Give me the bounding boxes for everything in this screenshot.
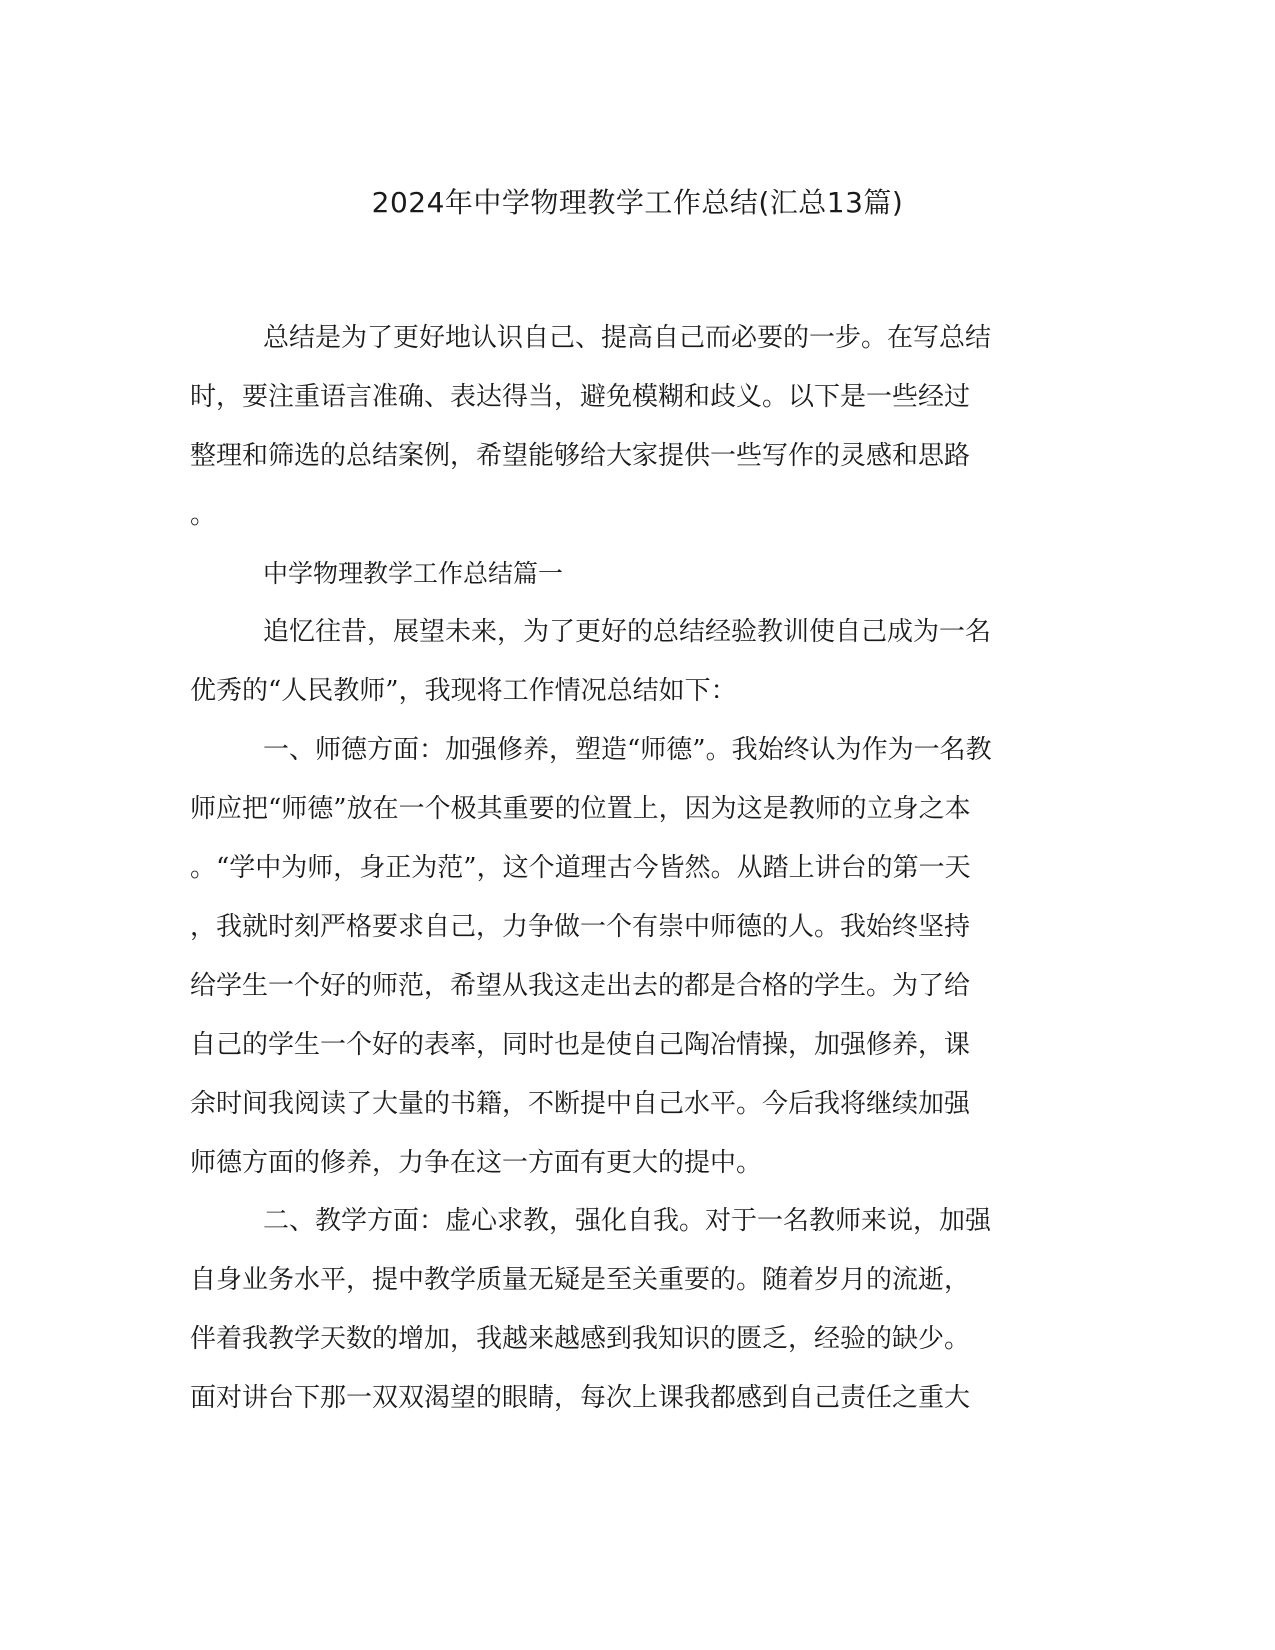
paragraph-line: 师德方面的修养，力争在这一方面有更大的提中。 [190,1148,763,1178]
paragraph-line: 师应把“师德”放在一个极其重要的位置上，因为这是教师的立身之本 [190,794,971,824]
paragraph-line: 一、师德方面：加强修养，塑造“师德”。我始终认为作为一名教 [263,735,992,765]
paragraph-line: 追忆往昔，展望未来，为了更好的总结经验教训使自己成为一名 [263,617,992,647]
paragraph-line: 自己的学生一个好的表率，同时也是使自己陶冶情操，加强修养，课 [190,1030,971,1060]
paragraph-line: 自身业务水平，提中教学质量无疑是至关重要的。随着岁月的流逝， [190,1265,971,1295]
section-heading: 中学物理教学工作总结篇一 [263,559,564,588]
intro-line-2: 时，要注重语言准确、表达得当，避免模糊和歧义。以下是一些经过 [190,382,971,412]
paragraph-line: 二、教学方面：虚心求教，强化自我。对于一名教师来说，加强 [263,1206,992,1236]
document-title: 2024年中学物理教学工作总结(汇总13篇) [371,186,904,219]
paragraph-line: 面对讲台下那一双双渴望的眼睛，每次上课我都感到自己责任之重大 [190,1383,971,1413]
paragraph-line: ，我就时刻严格要求自己，力争做一个有崇中师德的人。我始终坚持 [190,912,971,942]
paragraph-line: 余时间我阅读了大量的书籍，不断提中自己水平。今后我将继续加强 [190,1089,971,1119]
paragraph-line: 。“学中为师，身正为范”，这个道理古今皆然。从踏上讲台的第一天 [190,853,971,883]
paragraph-line: 伴着我教学天数的增加，我越来越感到我知识的匮乏，经验的缺少。 [190,1324,971,1354]
intro-line-3: 整理和筛选的总结案例，希望能够给大家提供一些写作的灵感和思路 [190,441,971,471]
paragraph-line: 优秀的“人民教师”，我现将工作情况总结如下： [190,676,737,706]
intro-line-1: 总结是为了更好地认识自己、提高自己而必要的一步。在写总结 [263,323,992,353]
intro-line-4: 。 [190,500,217,530]
paragraph-line: 给学生一个好的师范，希望从我这走出去的都是合格的学生。为了给 [190,971,971,1001]
